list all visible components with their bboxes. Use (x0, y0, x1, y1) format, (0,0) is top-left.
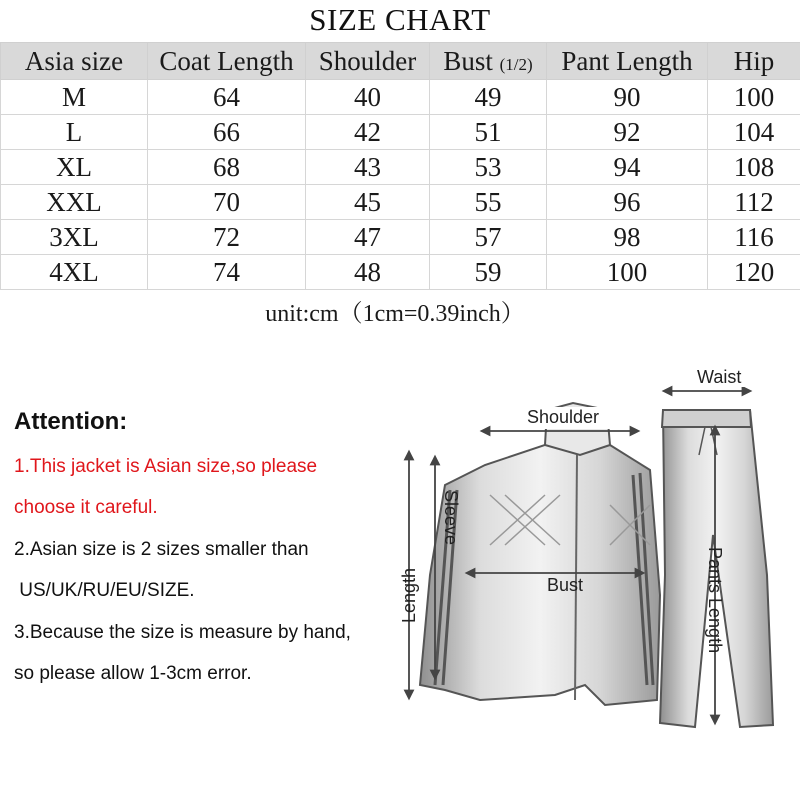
measurement-cell: 47 (306, 220, 430, 255)
attention-line-1: 1.This jacket is Asian size,so please (14, 456, 318, 477)
size-table (0, 42, 800, 290)
pants-length-label: Pants Length (705, 547, 725, 654)
waist-label: Waist (697, 367, 742, 387)
measurement-cell: 90 (547, 80, 708, 115)
jacket-illustration (420, 403, 660, 705)
measurement-cell: 64 (148, 80, 306, 115)
header-coat-length: Coat Length (148, 43, 306, 80)
measurement-cell: 96 (547, 185, 708, 220)
measurement-cell: 43 (306, 150, 430, 185)
attention-line-3: 2.Asian size is 2 sizes smaller than (14, 539, 309, 560)
measurement-cell: 51 (430, 115, 547, 150)
table-row (1, 80, 800, 115)
shoulder-label: Shoulder (527, 407, 600, 427)
measurement-cell: 104 (708, 115, 800, 150)
measurement-cell: 45 (306, 185, 430, 220)
measurement-cell: 53 (430, 150, 547, 185)
size-cell: L (1, 115, 148, 150)
measurement-cell: 49 (430, 80, 547, 115)
table-row (1, 220, 800, 255)
measurement-cell: 57 (430, 220, 547, 255)
table-header-row (1, 43, 800, 80)
size-chart-title: SIZE CHART (309, 2, 491, 37)
measurement-cell: 42 (306, 115, 430, 150)
measurement-cell: 98 (547, 220, 708, 255)
measurement-cell: 112 (708, 185, 800, 220)
size-cell: XXL (1, 185, 148, 220)
measurement-cell: 55 (430, 185, 547, 220)
header-hip: Hip (708, 43, 800, 80)
measurement-cell: 94 (547, 150, 708, 185)
measurement-cell: 68 (148, 150, 306, 185)
header-shoulder: Shoulder (306, 43, 430, 80)
measurement-cell: 120 (708, 255, 800, 290)
measurement-cell: 116 (708, 220, 800, 255)
header-pant-length: Pant Length (547, 43, 708, 80)
bust-label: Bust (547, 575, 584, 595)
unit-note: unit:cm（1cm=0.39inch） (265, 301, 525, 327)
garment-measurement-diagram (395, 355, 800, 795)
measurement-cell: 92 (547, 115, 708, 150)
table-row (1, 115, 800, 150)
header-bust-suffix: (1/2) (499, 54, 533, 74)
size-cell: 3XL (1, 220, 148, 255)
size-cell: M (1, 80, 148, 115)
measurement-cell: 40 (306, 80, 430, 115)
sleeve-label: Sleeve (441, 490, 461, 546)
header-bust (430, 43, 547, 80)
header-bust-label: Bust (443, 45, 493, 76)
measurement-cell: 66 (148, 115, 306, 150)
table-row (1, 150, 800, 185)
length-label: Length (399, 567, 419, 623)
measurement-cell: 70 (148, 185, 306, 220)
header-asia-size: Asia size (1, 43, 148, 80)
table-row (1, 255, 800, 290)
measurement-cell: 72 (148, 220, 306, 255)
measurement-cell: 59 (430, 255, 547, 290)
attention-title: Attention: (14, 408, 128, 435)
size-cell: XL (1, 150, 148, 185)
measurement-cell: 108 (708, 150, 800, 185)
measurement-cell: 100 (708, 80, 800, 115)
attention-line-4: US/UK/RU/EU/SIZE. (14, 580, 195, 601)
attention-line-6: so please allow 1-3cm error. (14, 663, 252, 684)
measurement-cell: 48 (306, 255, 430, 290)
attention-line-5: 3.Because the size is measure by hand, (14, 622, 351, 643)
size-cell: 4XL (1, 255, 148, 290)
table-row (1, 185, 800, 220)
attention-line-2: choose it careful. (14, 497, 158, 518)
measurement-cell: 100 (547, 255, 708, 290)
measurement-cell: 74 (148, 255, 306, 290)
